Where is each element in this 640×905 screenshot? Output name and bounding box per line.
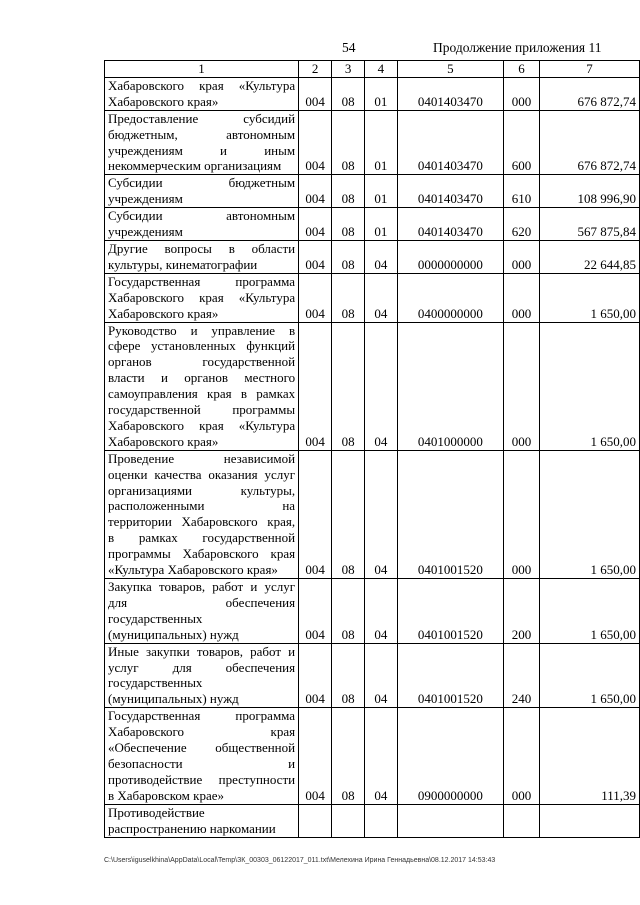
column-header: 5	[397, 61, 503, 78]
cell-c7: 1 650,00	[539, 450, 639, 578]
cell-c4: 01	[364, 110, 397, 175]
cell-c3: 08	[332, 708, 365, 804]
cell-c6: 620	[504, 208, 540, 241]
description-line: Другие вопросы в области	[108, 240, 296, 256]
cell-c4: 04	[364, 579, 397, 644]
row-description	[105, 240, 299, 273]
cell-c2: 004	[299, 322, 332, 450]
cell-c7: 567 875,84	[539, 208, 639, 241]
cell-c2	[299, 804, 332, 837]
cell-c3: 08	[332, 77, 365, 110]
cell-c4: 01	[364, 208, 397, 241]
description-line: сфере установленных функций	[108, 338, 296, 354]
row-description	[105, 804, 299, 837]
description-line: культуры, кинематографии	[108, 256, 258, 272]
cell-c3	[332, 804, 365, 837]
cell-c3: 08	[332, 273, 365, 322]
cell-c4: 04	[364, 708, 397, 804]
description-line: Субсидии бюджетным	[108, 175, 296, 191]
cell-c6: 000	[504, 322, 540, 450]
row-description	[105, 579, 299, 644]
cell-c2: 004	[299, 175, 332, 208]
description-line: Субсидии автономным	[108, 208, 296, 224]
cell-c6: 000	[504, 240, 540, 273]
file-path-footer: C:\Users\iguselkhina\AppData\Local\Temp\ЗК_00303_06122017_011.txt\Мелехина Ирина Геннадьевна\08.12.2017 14:53:43	[104, 857, 496, 864]
description-line: учреждениям	[108, 224, 183, 240]
cell-c6: 240	[504, 643, 540, 708]
row-description	[105, 708, 299, 804]
description-line: Хабаровского края «Культура	[108, 289, 296, 305]
description-line: Государственная программа	[108, 273, 296, 289]
row-description	[105, 110, 299, 175]
appendix-label: Продолжение приложения 11	[433, 40, 602, 55]
cell-c6: 000	[504, 708, 540, 804]
cell-c3: 08	[332, 579, 365, 644]
cell-c5: 0401403470	[397, 208, 503, 241]
row-description	[105, 643, 299, 708]
description-line: для обеспечения	[108, 594, 296, 610]
cell-c2: 004	[299, 77, 332, 110]
cell-c5	[397, 804, 503, 837]
table-header-row	[105, 61, 640, 78]
table-row	[105, 643, 640, 708]
row-description	[105, 77, 299, 110]
description-line: Хабаровского края «Культура	[108, 77, 296, 93]
description-line: услуг для обеспечения	[108, 659, 296, 675]
cell-c3: 08	[332, 322, 365, 450]
description-line: органов государственной	[108, 354, 296, 370]
cell-c5: 0401001520	[397, 643, 503, 708]
cell-c7: 22 644,85	[539, 240, 639, 273]
row-description	[105, 322, 299, 450]
table-row	[105, 240, 640, 273]
description-line: государственных	[108, 675, 203, 691]
description-line: распространению наркомании	[108, 820, 276, 836]
row-description	[105, 273, 299, 322]
cell-c6: 200	[504, 579, 540, 644]
page-number: 54	[342, 40, 356, 55]
cell-c5: 0401001520	[397, 579, 503, 644]
cell-c5: 0000000000	[397, 240, 503, 273]
table-row	[105, 175, 640, 208]
description-line: власти и органов местного	[108, 370, 296, 386]
cell-c7: 1 650,00	[539, 322, 639, 450]
description-line: безопасности и	[108, 755, 296, 771]
table-row	[105, 804, 640, 837]
cell-c6	[504, 804, 540, 837]
description-line: Закупка товаров, работ и услуг	[108, 579, 296, 594]
page-header	[0, 40, 640, 60]
description-line: государственной программы	[108, 402, 296, 418]
description-line: учреждениям	[108, 191, 183, 207]
cell-c2: 004	[299, 708, 332, 804]
cell-c7: 108 996,90	[539, 175, 639, 208]
cell-c3: 08	[332, 208, 365, 241]
cell-c6: 600	[504, 110, 540, 175]
cell-c4: 01	[364, 77, 397, 110]
cell-c4	[364, 804, 397, 837]
cell-c5: 0401403470	[397, 110, 503, 175]
table-row	[105, 273, 640, 322]
description-line: Противодействие	[108, 804, 205, 820]
cell-c4: 04	[364, 643, 397, 708]
description-line: «Обеспечение общественной	[108, 740, 296, 756]
cell-c2: 004	[299, 240, 332, 273]
description-line: Хабаровского края»	[108, 433, 219, 449]
description-line: (муниципальных) нужд	[108, 626, 239, 642]
cell-c5: 0401001520	[397, 450, 503, 578]
description-line: Проведение независимой	[108, 450, 296, 466]
table-row	[105, 77, 640, 110]
description-line: Хабаровского края»	[108, 93, 219, 109]
table-row	[105, 450, 640, 578]
description-line: Хабаровского края	[108, 724, 296, 740]
cell-c6: 000	[504, 450, 540, 578]
row-description	[105, 208, 299, 241]
description-line: «Культура Хабаровского края»	[108, 562, 278, 578]
column-header: 4	[364, 61, 397, 78]
cell-c5: 0900000000	[397, 708, 503, 804]
cell-c6: 610	[504, 175, 540, 208]
cell-c7: 676 872,74	[539, 77, 639, 110]
description-line: учреждениям и иным	[108, 142, 296, 158]
cell-c6: 000	[504, 273, 540, 322]
cell-c4: 04	[364, 450, 397, 578]
cell-c3: 08	[332, 240, 365, 273]
description-line: программы Хабаровского края	[108, 546, 296, 562]
row-description	[105, 175, 299, 208]
description-line: Иные закупки товаров, работ и	[108, 643, 296, 659]
cell-c2: 004	[299, 208, 332, 241]
column-header: 1	[105, 61, 299, 78]
cell-c3: 08	[332, 450, 365, 578]
description-line: территории Хабаровского края,	[108, 514, 296, 530]
cell-c6: 000	[504, 77, 540, 110]
cell-c3: 08	[332, 110, 365, 175]
description-line: в Хабаровском крае»	[108, 787, 225, 803]
cell-c5: 0401000000	[397, 322, 503, 450]
cell-c3: 08	[332, 175, 365, 208]
table-row	[105, 110, 640, 175]
description-line: оценки качества оказания услуг	[108, 466, 296, 482]
table-row	[105, 579, 640, 644]
description-line: Хабаровского края»	[108, 305, 219, 321]
column-header: 6	[504, 61, 540, 78]
cell-c7: 1 650,00	[539, 643, 639, 708]
cell-c7: 1 650,00	[539, 273, 639, 322]
description-line: в рамках государственной	[108, 530, 296, 546]
table-row	[105, 208, 640, 241]
description-line: бюджетным, автономным	[108, 126, 296, 142]
cell-c5: 0400000000	[397, 273, 503, 322]
cell-c4: 04	[364, 240, 397, 273]
cell-c2: 004	[299, 579, 332, 644]
cell-c2: 004	[299, 110, 332, 175]
table-row	[105, 322, 640, 450]
cell-c7	[539, 804, 639, 837]
description-line: некоммерческим организациям	[108, 158, 282, 174]
column-header: 3	[332, 61, 365, 78]
cell-c2: 004	[299, 643, 332, 708]
cell-c4: 04	[364, 273, 397, 322]
cell-c7: 676 872,74	[539, 110, 639, 175]
cell-c4: 01	[364, 175, 397, 208]
description-line: Руководство и управление в	[108, 322, 296, 338]
table-row	[105, 708, 640, 804]
description-line: расположенными на	[108, 498, 296, 514]
cell-c2: 004	[299, 450, 332, 578]
description-line: организациями культуры,	[108, 482, 296, 498]
cell-c7: 111,39	[539, 708, 639, 804]
description-line: (муниципальных) нужд	[108, 691, 239, 707]
cell-c2: 004	[299, 273, 332, 322]
cell-c5: 0401403470	[397, 77, 503, 110]
description-line: Хабаровского края «Культура	[108, 417, 296, 433]
description-line: государственных	[108, 610, 203, 626]
column-header: 7	[539, 61, 639, 78]
cell-c3: 08	[332, 643, 365, 708]
cell-c4: 04	[364, 322, 397, 450]
table-body	[105, 77, 640, 837]
description-line: Государственная программа	[108, 708, 296, 724]
cell-c7: 1 650,00	[539, 579, 639, 644]
column-header: 2	[299, 61, 332, 78]
cell-c5: 0401403470	[397, 175, 503, 208]
description-line: противодействие преступности	[108, 771, 296, 787]
budget-table	[104, 60, 640, 838]
description-line: Предоставление субсидий	[108, 110, 296, 126]
row-description	[105, 450, 299, 578]
description-line: самоуправления края в рамках	[108, 386, 296, 402]
